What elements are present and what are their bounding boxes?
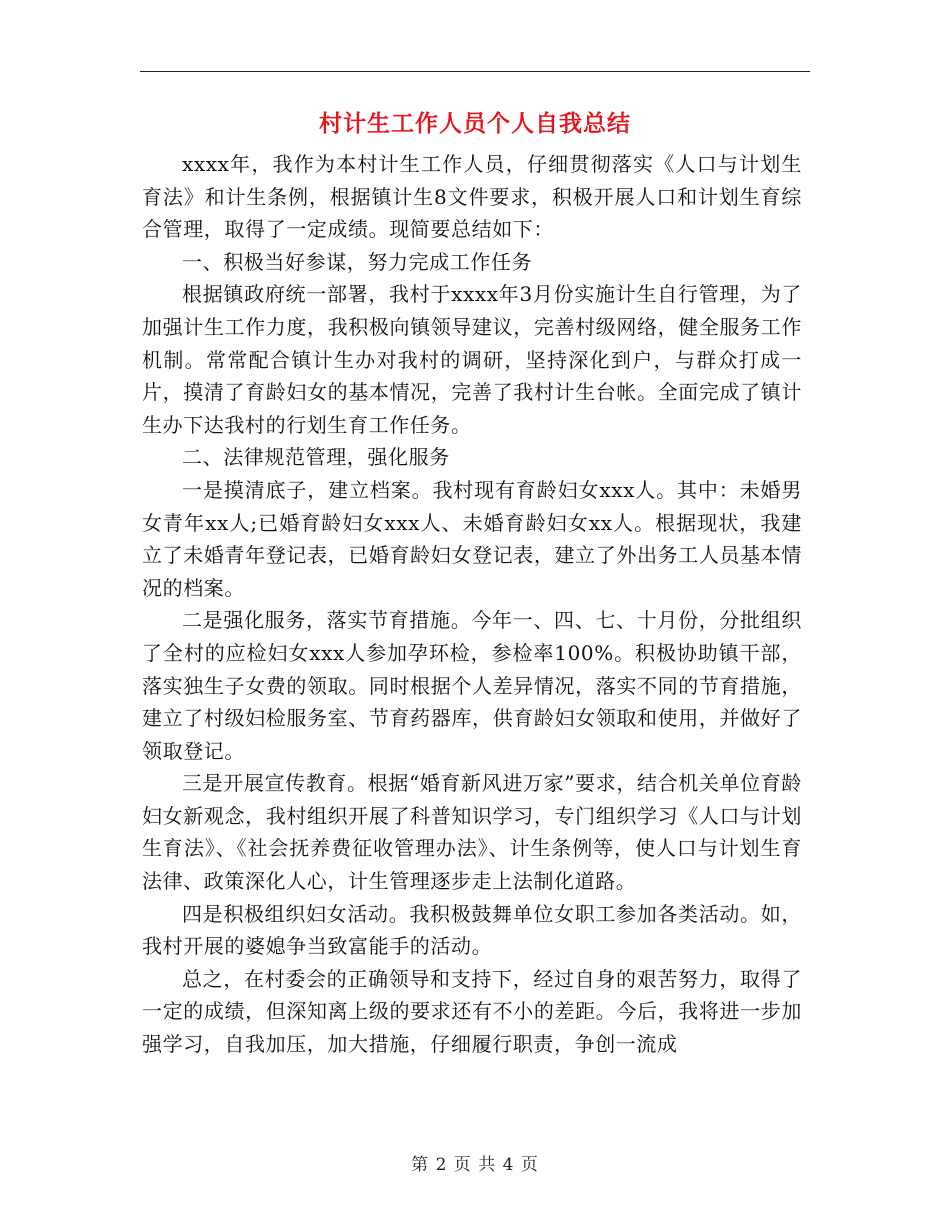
paragraph-section-1: 根据镇政府统一部署，我村于xxxx年3月份实施计生自行管理，为了加强计生工作力度，我积极向镇领导建议，完善村级网络，健全服务工作机制。常常配合镇计生办对我村的调研，坚持深化到户，与群众打成一片，摸清了育龄妇女的基本情况，完善了我村计生台帐。全面完成了镇计生办下达我村的行划生育工作任务。 — [142, 282, 802, 437]
paragraph-item-3: 三是开展宣传教育。根据“婚育新风进万家”要求，结合机关单位育龄妇女新观念，我村组织开展了科普知识学习，专门组织学习《人口与计划生育法》、《社会抚养费征收管理办法》、计生条例等，使人口与计划生育法律、政策深化人心，计生管理逐步走上法制化道路。 — [142, 771, 802, 894]
paragraph-intro: xxxx年，我作为本村计生工作人员，仔细贯彻落实《人口与计划生育法》和计生条例，根据镇计生8文件要求，积极开展人口和计划生育综合管理，取得了一定成绩。现简要总结如下： — [142, 152, 802, 242]
document-body — [142, 148, 802, 1061]
paragraph-item-1: 一是摸清底子，建立档案。我村现有育龄妇女xxx人。其中：未婚男女青年xx人;已婚育龄妇女xxx人、未婚育龄妇女xx人。根据现状，我建立了未婚青年登记表，已婚育龄妇女登记表，建立了外出务工人员基本情况的档案。 — [142, 477, 802, 600]
document-title: 村计生工作人员个人自我总结 — [319, 110, 631, 137]
header-rule — [140, 71, 810, 72]
paragraph-item-4: 四是积极组织妇女活动。我积极鼓舞单位女职工参加各类活动。如，我村开展的婆媳争当致富能手的活动。 — [142, 901, 802, 959]
section-heading-2: 二、法律规范管理，强化服务 — [182, 445, 450, 470]
page-indicator: 第 2 页 共 4 页 — [411, 1155, 539, 1175]
section-heading-1: 一、积极当好参谋，努力完成工作任务 — [182, 249, 533, 274]
paragraph-conclusion: 总之，在村委会的正确领导和支持下，经过自身的艰苦努力，取得了一定的成绩，但深知离上级的要求还有不小的差距。今后，我将进一步加强学习，自我加压，加大措施，仔细履行职责，争创一流成 — [142, 966, 802, 1057]
paragraph-item-2: 二是强化服务，落实节育措施。今年一、四、七、十月份，分批组织了全村的应检妇女xxx人参加孕环检，参检率100%。积极协助镇干部，落实独生子女费的领取。同时根据个人差异情况，落实不同的节育措施，建立了村级妇检服务室、节育药器库，供育龄妇女领取和使用，并做好了领取登记。 — [142, 608, 802, 763]
